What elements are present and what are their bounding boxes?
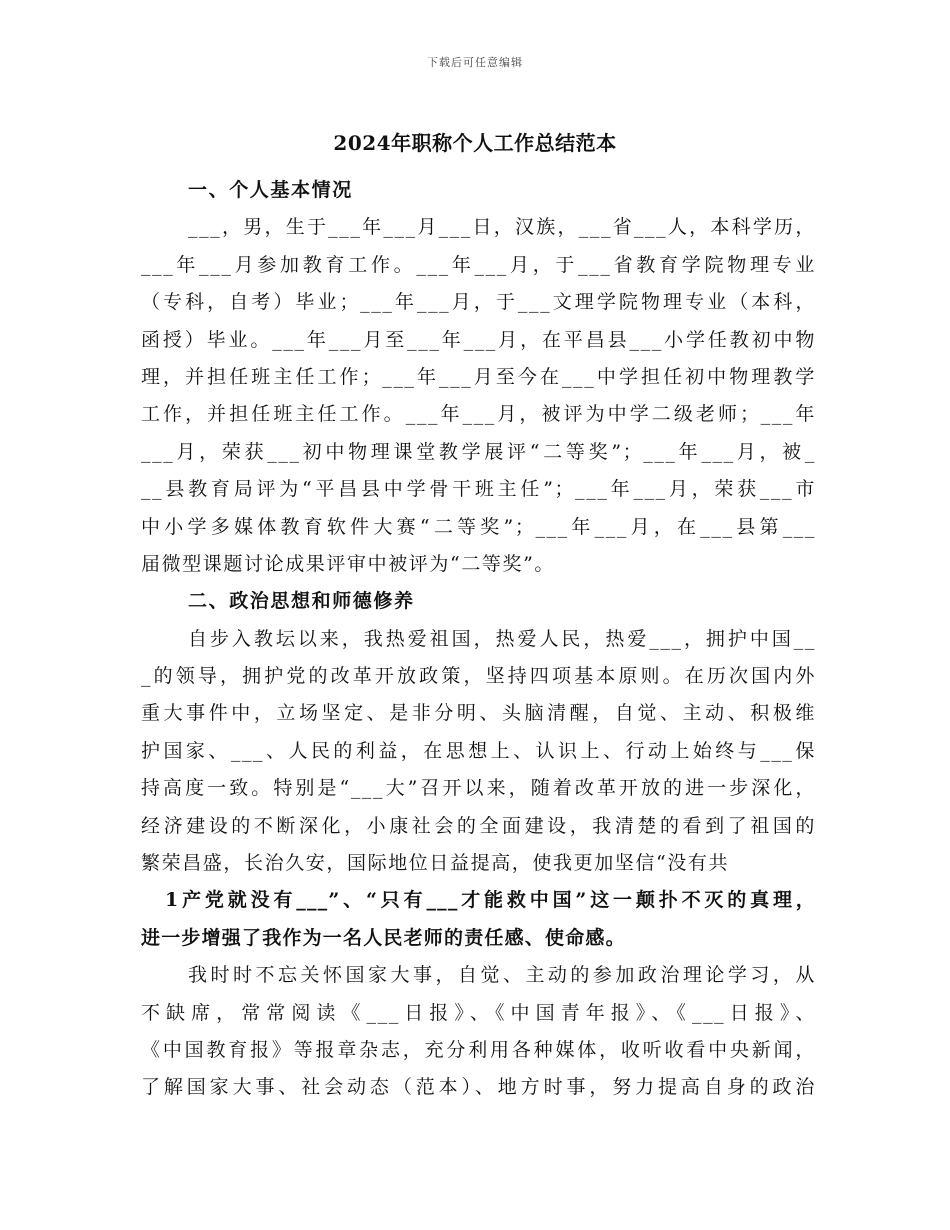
document-body (141, 172, 816, 1107)
paragraph-line: 中小学多媒体教育软件大赛“二等奖”；___年___月，在___县第___ (141, 515, 816, 538)
section-heading-basic-info: 一、个人基本情况 (188, 179, 353, 201)
paragraph-line: 持高度一致。特别是“___大”召开以来，随着改革开放的进一步深化， (141, 777, 816, 800)
paragraph-line: 理，并担任班主任工作；___年___月至今在___中学担任初中物理教学 (141, 365, 816, 388)
document-title: 2024年职称个人工作总结范本 (333, 131, 617, 155)
paragraph-line: （专科，自考）毕业；___年___月，于___文理学院物理专业（本科， (141, 291, 816, 314)
header-note: 下载后可任意编辑 (427, 56, 523, 69)
paragraph-line: 了解国家大事、社会动态（范本）、地方时事，努力提高自身的政治 (141, 1076, 816, 1099)
paragraph-line: ___年___月参加教育工作。___年___月，于___省教育学院物理专业 (141, 253, 816, 276)
paragraph-line: 护国家、___、人民的利益，在思想上、认识上、行动上始终与___保 (141, 739, 816, 762)
paragraph-line: 不缺席，常常阅读《___日报》、《中国青年报》、《___日报》、 (141, 1001, 816, 1024)
paragraph-line: ___月，荣获___初中物理课堂教学展评“二等奖”；___年___月，被_ (141, 440, 816, 463)
section-heading-political: 二、政治思想和师德修养 (188, 590, 415, 613)
paragraph-line: 函授）毕业。___年___月至___年___月，在平昌县___小学任教初中物 (141, 328, 816, 351)
bold-paragraph-line: 进一步增强了我作为一名人民老师的责任感、使命感。 (141, 926, 626, 949)
paragraph-line: 经济建设的不断深化，小康社会的全面建设，我清楚的看到了祖国的 (141, 814, 816, 837)
bold-paragraph-line: 1产党就没有___”、“只有___才能救中国”这一颠扑不灭的真理， (165, 889, 816, 912)
paragraph-line: __县教育局评为“平昌县中学骨干班主任”；___年___月，荣获___市 (141, 478, 816, 501)
paragraph-line: 《中国教育报》等报章杂志，充分利用各种媒体，收听收看中央新闻， (141, 1038, 816, 1061)
paragraph-line: 届微型课题讨论成果评审中被评为“二等奖”。 (141, 552, 556, 575)
paragraph-line: 我时时不忘关怀国家大事，自觉、主动的参加政治理论学习，从 (188, 964, 816, 987)
paragraph-line: 重大事件中，立场坚定、是非分明、头脑清醒，自觉、主动、积极维 (141, 702, 816, 725)
paragraph-line: ___，男，生于___年___月___日，汉族，___省___人，本科学历， (188, 216, 816, 239)
paragraph-line: 自步入教坛以来，我热爱祖国，热爱人民，热爱___，拥护中国__ (188, 627, 816, 650)
paragraph-line: 繁荣昌盛，长治久安，国际地位日益提高，使我更加坚信“没有共 (141, 852, 730, 875)
paragraph-line: _的领导，拥护党的改革开放政策，坚持四项基本原则。在历次国内外 (141, 665, 816, 688)
paragraph-line: 工作，并担任班主任工作。___年___月，被评为中学二级老师；___年 (141, 403, 816, 426)
